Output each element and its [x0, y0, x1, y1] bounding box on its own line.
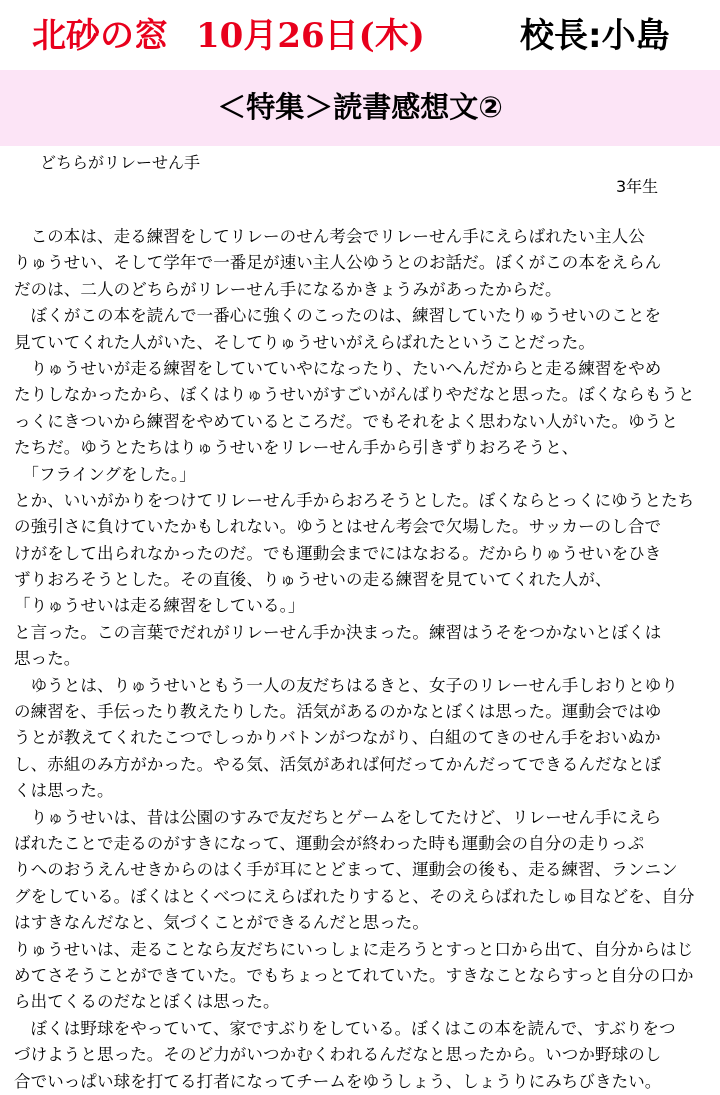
essay-line: たちだ。ゆうとたちはりゅうせいをリレーせん手から引きずりおろそうと、 [14, 438, 579, 458]
essay-title: どちらがリレーせん手 [40, 153, 201, 172]
essay-line: と言った。この言葉でだれがリレーせん手か決まった。練習はうそをつかないとぼくは [14, 622, 662, 642]
essay-line: の強引さに負けていたかもしれない。ゆうとはせん考会で欠場した。サッカーのし合で [14, 517, 662, 537]
essay-line: りゅうせいが走る練習をしていていやになったり、たいへんだからと走る練習をやめ [14, 358, 662, 378]
essay-line: めてさそうことができていた。でもちょっとてれていた。すきなことならすっと自分の口か [14, 965, 694, 985]
essay-line: はすきなんだなと、気づくことができるんだと思った。 [14, 913, 429, 933]
newsletter-masthead [32, 14, 425, 58]
essay-line: たりしなかったから、ぼくはりゅうせいがすごいがんばりやだなと思った。ぼくならもうと [14, 385, 695, 405]
essay-line: 「りゅうせいは走る練習をしている。」 [14, 596, 305, 616]
essay-line: だのは、二人のどちらがリレーせん手になるかきょうみがあったからだ。 [14, 279, 562, 299]
essay-line: グをしている。ぼくはとくべつにえらばれたりすると、そのえらばれたしゅ目などを、自分 [14, 886, 695, 906]
feature-title: ＜特集＞読書感想文② [217, 90, 503, 124]
essay-line: ゆうとは、りゅうせいともう一人の友だちはるきと、女子のリレーせん手しおりとゆり [14, 675, 678, 695]
issue-date: 10月26日(木) [196, 16, 425, 56]
essay-line: この本は、走る練習をしてリレーのせん考会でリレーせん手にえらばれたい主人公 [14, 227, 645, 246]
essay-line: りゅうせい、そして学年で一番足が速い主人公ゆうとのお話だ。ぼくがこの本をえらん [14, 253, 662, 273]
essay-line: りゅうせいは、昔は公園のすみで友だちとゲームをしてたけど、リレーせん手にえら [14, 807, 662, 827]
essay-line: うとが教えてくれたこつでしっかりバトンがつながり、白組のてきのせん手をおいぬか [14, 728, 661, 748]
newsletter-header [0, 0, 720, 70]
essay-body [14, 224, 710, 1095]
essay-line: ら出てくるのだなとぼくは思った。 [14, 992, 280, 1012]
essay-line: っくにきついから練習をやめているところだ。でもそれをよく思わない人がいた。ゆうと [14, 411, 678, 431]
essay-line: ばれたことで走るのがすきになって、運動会が終わった時も運動会の自分の走りっぷ [14, 833, 645, 853]
principal-name: 校長:小島 [520, 16, 670, 56]
author-grade: 3年生 [616, 177, 659, 196]
essay-line: ぼくがこの本を読んで一番心に強くのこったのは、練習していたりゅうせいのことを [14, 306, 662, 326]
essay-line: とか、いいがかりをつけてリレーせん手からおろそうとした。ぼくならとっくにゆうとたち [14, 490, 695, 510]
essay-line: 見ていてくれた人がいた、そしてりゅうせいがえらばれたということだった。 [14, 332, 595, 352]
essay-line: づけようと思った。そのど力がいつかむくわれるんだなと思ったから。いつか野球のし [14, 1045, 662, 1065]
essay-line: の練習を、手伝ったり教えたりした。活気があるのかなとぼくは思った。運動会ではゆ [14, 702, 662, 722]
essay-line: けがをして出られなかったのだ。でも運動会までにはなおる。だからりゅうせいをひき [14, 543, 662, 563]
feature-banner [0, 70, 720, 146]
essay-line: りゅうせいは、走ることなら友だちにいっしょに走ろうとすっと口から出て、自分からはじ [14, 939, 694, 959]
essay-line: し、赤組のみ方がかった。やる気、活気があれば何だってかんだってできるんだなとぼ [14, 754, 662, 774]
essay-line: 思った。 [14, 649, 81, 669]
essay-line: りへのおうえんせきからのはく手が耳にとどまって、運動会の後も、走る練習、ランニン [14, 860, 678, 880]
newsletter-name: 北砂の窓 [32, 16, 168, 56]
essay-line: 「フライングをした。」 [14, 464, 196, 484]
essay-line: 合でいっぱい球を打てる打者になってチームをゆうしょう、しょうりにみちびきたい。 [14, 1071, 662, 1091]
essay-line: ぼくは野球をやっていて、家ですぶりをしている。ぼくはこの本を読んで、すぶりをつ [14, 1018, 676, 1038]
essay-line: ずりおろそうとした。その直後、りゅうせいの走る練習を見ていてくれた人が、 [14, 570, 612, 590]
essay-line: くは思った。 [14, 781, 114, 801]
